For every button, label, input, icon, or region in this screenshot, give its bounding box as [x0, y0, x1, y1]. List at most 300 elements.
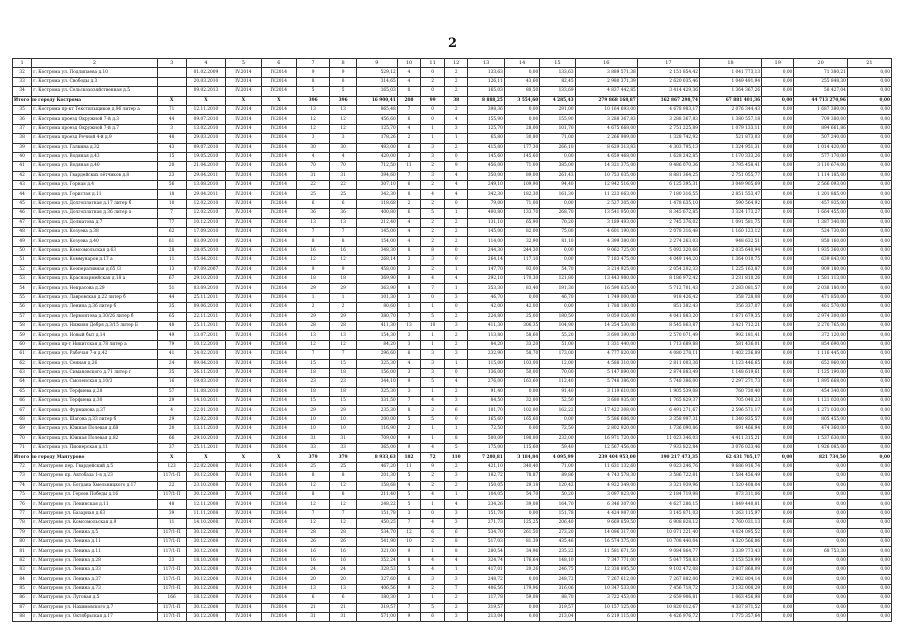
table-cell: IV.2014: [261, 171, 296, 180]
table-cell: 64: [13, 378, 32, 387]
table-cell: 2 760 031,13: [699, 519, 761, 528]
table-cell: 3: [330, 134, 357, 143]
table-row: [13, 500, 892, 509]
table-cell: 12.02.2010: [186, 199, 226, 208]
total-row: [13, 96, 892, 105]
table-cell: г. Мантурово ул. Ленина д.11: [32, 547, 157, 556]
table-cell: г. Мантурово пер. Гвардейский д.5: [32, 462, 157, 471]
table-cell: 201,30: [357, 472, 398, 481]
table-cell: 77: [157, 218, 186, 227]
table-cell: 67: [13, 406, 32, 415]
table-cell: 0,00: [540, 246, 575, 255]
table-cell: 29: [330, 406, 357, 415]
table-cell: 10 164 693,00: [575, 105, 637, 114]
table-cell: 7 280,81: [468, 453, 504, 462]
table-cell: 1 170 333,26: [699, 152, 761, 161]
table-cell: 67: [157, 274, 186, 283]
table-cell: 4: [421, 444, 445, 453]
table-cell: 03.09.2010: [186, 237, 226, 246]
table-row: [13, 312, 892, 321]
table-cell: 8 629 313,83: [575, 143, 637, 152]
table-cell: IV.2014: [261, 462, 296, 471]
table-cell: 13: [330, 218, 357, 227]
table-cell: 2: [421, 265, 445, 274]
table-cell: 0,00: [762, 105, 794, 114]
table-cell: 8: [297, 237, 330, 246]
table-cell: IV.2014: [261, 124, 296, 133]
table-cell: 11: [157, 256, 186, 265]
table-cell: 0,00: [847, 199, 891, 208]
table-cell: 0,00: [762, 472, 794, 481]
table-cell: 43: [157, 143, 186, 152]
table-cell: 2 902 804,14: [699, 575, 761, 584]
table-cell: IV.2014: [261, 528, 296, 537]
table-cell: IV.2014: [226, 256, 261, 265]
table-cell: 16: [157, 378, 186, 387]
table-cell: 3 189 493,00: [575, 218, 637, 227]
table-row: [13, 387, 892, 396]
table-cell: 894 661,86: [794, 124, 848, 133]
table-cell: IV.2014: [226, 500, 261, 509]
table-cell: 1 121 020,00: [794, 397, 848, 406]
table-cell: 0,00: [540, 152, 575, 161]
table-cell: 325,30: [357, 359, 398, 368]
table-cell: 3: [397, 368, 421, 377]
table-cell: 39: [157, 509, 186, 518]
table-cell: IV.2014: [226, 434, 261, 443]
table-cell: 72: [13, 462, 32, 471]
table-cell: 7: [297, 350, 330, 359]
table-cell: 517,03: [468, 537, 504, 546]
table-cell: 30.12.2008: [186, 537, 226, 546]
table-cell: 4: [397, 77, 421, 86]
table-cell: 10: [157, 199, 186, 208]
table-cell: 117,78: [468, 594, 504, 603]
table-cell: 29.04.2011: [186, 190, 226, 199]
table-cell: IV.2014: [261, 556, 296, 565]
table-cell: 15: [297, 359, 330, 368]
table-cell: 55,20: [540, 331, 575, 340]
table-cell: IV.2014: [226, 378, 261, 387]
table-cell: 12: [297, 519, 330, 528]
table-cell: 3: [421, 359, 445, 368]
table-cell: 0: [444, 246, 468, 255]
table-cell: 4: [397, 237, 421, 246]
table-cell: 7: [397, 519, 421, 528]
table-cell: 4: [444, 115, 468, 124]
table-cell: 4: [421, 274, 445, 283]
table-cell: 1 079 133,11: [699, 124, 761, 133]
table-cell: 48: [157, 134, 186, 143]
table-cell: 1 387 340,00: [794, 218, 848, 227]
table-cell: 3 421 712,21: [699, 321, 761, 330]
table-cell: 09.02.2013: [186, 87, 226, 96]
table-cell: 3: [444, 293, 468, 302]
table-cell: 0,00: [504, 509, 539, 518]
table-cell: 161,30: [540, 190, 575, 199]
table-cell: 10 708 440,04: [637, 537, 699, 546]
table-cell: г. Кострома ул. Новый быт д.14: [32, 331, 157, 340]
table-cell: 117/1-П: [157, 472, 186, 481]
table-cell: 4: [157, 406, 186, 415]
table-cell: 1: [421, 340, 445, 349]
table-row: [13, 594, 892, 603]
table-cell: 4: [297, 152, 330, 161]
table-cell: 2 745 376,02: [637, 218, 699, 227]
table-cell: 8: [444, 547, 468, 556]
table-cell: 165,03: [468, 87, 504, 96]
table-cell: 268,14: [357, 256, 398, 265]
table-cell: 20: [157, 425, 186, 434]
table-cell: 321,00: [357, 547, 398, 556]
table-cell: 117/1-П: [157, 575, 186, 584]
table-cell: 7: [157, 209, 186, 218]
table-cell: г. Мантурово ул. Луговая д.5: [32, 594, 157, 603]
table-cell: IV.2014: [226, 509, 261, 518]
table-cell: IV.2014: [226, 519, 261, 528]
table-cell: 190 217 473,35: [637, 453, 699, 462]
table-cell: 4 837 442,85: [575, 87, 637, 96]
table-cell: 8: [397, 284, 421, 293]
table-cell: IV.2014: [261, 246, 296, 255]
table-cell: 0,00: [762, 321, 794, 330]
table-cell: г. Кострома ул. Сельскохозяйственная д.5: [32, 87, 157, 96]
table-cell: 26: [297, 537, 330, 546]
table-cell: 0,00: [847, 453, 891, 462]
table-cell: 0,00: [504, 613, 539, 622]
table-cell: 155,90: [540, 115, 575, 124]
table-cell: IV.2014: [226, 425, 261, 434]
table-cell: 4 024 095,52: [699, 528, 761, 537]
table-cell: 0,00: [762, 312, 794, 321]
table-cell: 4 285,43: [540, 96, 575, 105]
table-cell: 0,00: [847, 303, 891, 312]
table-cell: 2: [421, 237, 445, 246]
table-cell: 151,78: [357, 509, 398, 518]
table-cell: 117/1-П: [157, 547, 186, 556]
table-cell: IV.2014: [226, 321, 261, 330]
table-cell: 0,00: [762, 87, 794, 96]
table-cell: 19.03.2010: [186, 378, 226, 387]
table-cell: 7: [297, 228, 330, 237]
table-cell: 456,60: [357, 115, 398, 124]
table-cell: г. Кострома ул. Нижняя Дебря д.3/15 литер Б: [32, 321, 157, 330]
table-cell: 4 426 976,72: [637, 613, 699, 622]
table-cell: IV.2014: [261, 472, 296, 481]
table-cell: 541,90: [357, 537, 398, 546]
table-cell: 3: [397, 265, 421, 274]
table-cell: 71: [157, 105, 186, 114]
table-cell: IV.2014: [261, 425, 296, 434]
table-cell: 1 125 190,00: [794, 368, 848, 377]
table-cell: 178,26: [357, 134, 398, 143]
table-cell: 2: [421, 218, 445, 227]
table-cell: 0,00: [794, 575, 848, 584]
table-cell: 2: [444, 77, 468, 86]
table-cell: 0: [421, 87, 445, 96]
table-row: [13, 397, 892, 406]
table-cell: 0,00: [504, 425, 539, 434]
table-cell: 0,00: [847, 368, 891, 377]
table-cell: 40: [13, 152, 32, 161]
table-cell: 0,00: [762, 519, 794, 528]
table-cell: 0: [444, 368, 468, 377]
table-cell: 534,70: [357, 528, 398, 537]
table-cell: 0,00: [847, 152, 891, 161]
table-cell: 162,22: [540, 406, 575, 415]
page-number: 2: [447, 36, 458, 51]
table-cell: 0,00: [847, 594, 891, 603]
table-cell: 26.11.2010: [186, 368, 226, 377]
table-cell: г. Кострома ул. Смоленская д.10/3: [32, 378, 157, 387]
table-cell: 6: [444, 528, 468, 537]
table-cell: г. Кострома ул. Долгоплатная д.36 литер а: [32, 209, 157, 218]
table-cell: 0,00: [847, 68, 891, 77]
table-cell: 4 675 668,00: [575, 124, 637, 133]
table-cell: 10: [330, 425, 357, 434]
table-cell: IV.2014: [261, 359, 296, 368]
table-row: [13, 509, 892, 518]
table-cell: 41: [13, 162, 32, 171]
table-cell: IV.2014: [261, 500, 296, 509]
table-cell: 4 777 820,00: [575, 350, 637, 359]
table-cell: 8: [421, 246, 445, 255]
table-cell: 0,00: [762, 528, 794, 537]
table-cell: 30,80: [504, 134, 539, 143]
table-cell: 109,90: [504, 181, 539, 190]
table-cell: 6: [444, 406, 468, 415]
table-row: [13, 199, 892, 208]
table-cell: 42,00: [468, 303, 504, 312]
table-cell: 909 180,00: [794, 265, 848, 274]
table-cell: 2: [444, 143, 468, 152]
table-cell: IV.2014: [226, 406, 261, 415]
table-cell: 13: [157, 265, 186, 274]
table-cell: 9 023 246,76: [637, 462, 699, 471]
table-cell: 0,00: [762, 359, 794, 368]
table-cell: 4 627 286,15: [637, 500, 699, 509]
table-cell: 79: [157, 340, 186, 349]
table-cell: 5: [421, 415, 445, 424]
table-cell: 4 399 380,00: [575, 237, 637, 246]
table-cell: 82,00: [504, 228, 539, 237]
table-cell: 2: [421, 406, 445, 415]
table-cell: 2: [397, 425, 421, 434]
table-cell: 126,11: [468, 77, 504, 86]
table-cell: 296,60: [357, 350, 398, 359]
table-cell: 58,70: [504, 350, 539, 359]
table-cell: 500,09: [468, 434, 504, 443]
table-cell: IV.2014: [261, 331, 296, 340]
table-cell: 28,00: [504, 124, 539, 133]
table-cell: 4: [444, 274, 468, 283]
table-cell: 394,60: [357, 171, 398, 180]
table-cell: IV.2014: [261, 434, 296, 443]
table-cell: IV.2014: [261, 105, 296, 114]
table-cell: 9 669 859,50: [575, 519, 637, 528]
table-cell: 4 337 871,52: [699, 603, 761, 612]
table-cell: 5: [397, 500, 421, 509]
table-cell: 652 960,00: [794, 359, 848, 368]
table-cell: 1 402 236,89: [699, 350, 761, 359]
table-cell: 164,70: [540, 500, 575, 509]
table-cell: 4 049 144,20: [637, 256, 699, 265]
table-cell: 70,20: [540, 218, 575, 227]
table-cell: 0,00: [794, 594, 848, 603]
table-cell: 20: [157, 162, 186, 171]
table-cell: 0: [444, 199, 468, 208]
table-row: [13, 340, 892, 349]
table-cell: 2 620 035,46: [637, 77, 699, 86]
table-cell: 0,00: [762, 228, 794, 237]
table-cell: 63: [13, 368, 32, 377]
table-cell: IV.2014: [226, 115, 261, 124]
table-cell: 29: [157, 397, 186, 406]
table-cell: 3: [421, 350, 445, 359]
table-cell: 271,73: [468, 519, 504, 528]
table-cell: IV.2014: [261, 274, 296, 283]
table-cell: 5 147 890,00: [575, 368, 637, 377]
table-cell: 12: [297, 500, 330, 509]
table-cell: 145,60: [504, 152, 539, 161]
table-cell: 81,10: [540, 237, 575, 246]
table-cell: 25.11.2011: [186, 293, 226, 302]
table-cell: 344,10: [357, 378, 398, 387]
table-cell: 0,00: [762, 190, 794, 199]
table-cell: X: [186, 96, 226, 105]
table-cell: 0,00: [762, 556, 794, 565]
table-cell: 9: [444, 162, 468, 171]
table-cell: IV.2014: [261, 265, 296, 274]
table-cell: IV.2014: [226, 228, 261, 237]
table-cell: 2: [444, 387, 468, 396]
table-cell: 379: [297, 453, 330, 462]
table-cell: 81,39: [504, 537, 539, 546]
table-cell: 420,00: [357, 152, 398, 161]
table-cell: 3: [444, 321, 468, 330]
table-cell: 3 586 722,81: [637, 472, 699, 481]
table-cell: 342,30: [357, 190, 398, 199]
table-cell: 89,86: [540, 472, 575, 481]
table-cell: 117/1-П: [157, 613, 186, 622]
table-cell: 9: [421, 462, 445, 471]
table-cell: 10.12.2010: [186, 340, 226, 349]
table-cell: 8: [444, 537, 468, 546]
table-cell: 3 231 810,26: [699, 274, 761, 283]
table-cell: IV.2014: [261, 444, 296, 453]
table-cell: 9: [397, 584, 421, 593]
table-cell: 6: [421, 613, 445, 622]
table-cell: 46,70: [468, 293, 504, 302]
table-cell: 29,18: [504, 481, 539, 490]
table-cell: 0,00: [762, 331, 794, 340]
table-cell: 13: [330, 331, 357, 340]
table-cell: 2: [444, 312, 468, 321]
table-cell: 55: [13, 293, 32, 302]
table-cell: IV.2014: [226, 218, 261, 227]
table-cell: IV.2014: [226, 171, 261, 180]
table-cell: г. Кострома ул. Кооперативная д.65 /3: [32, 265, 157, 274]
table-row: [13, 228, 892, 237]
table-cell: 0,00: [794, 519, 848, 528]
table-cell: 48: [157, 321, 186, 330]
table-cell: 0,00: [762, 453, 794, 462]
table-cell: 71,00: [540, 134, 575, 143]
table-cell: IV.2014: [226, 209, 261, 218]
table-cell: 84: [13, 575, 32, 584]
table-cell: 1 114 185,00: [794, 171, 848, 180]
table-cell: 0,00: [794, 584, 848, 593]
table-cell: 865,48: [357, 105, 398, 114]
table-cell: 3 321 939,96: [637, 481, 699, 490]
table-cell: 0,00: [847, 575, 891, 584]
table-cell: 56: [157, 181, 186, 190]
table-cell: 2: [421, 584, 445, 593]
table-cell: 0,00: [762, 575, 794, 584]
table-cell: 280,54: [468, 547, 504, 556]
table-cell: 12.11.2010: [186, 105, 226, 114]
table-cell: 0,00: [504, 387, 539, 396]
table-cell: 2: [444, 228, 468, 237]
table-cell: 0,00: [762, 256, 794, 265]
table-cell: 0: [444, 152, 468, 161]
table-cell: г. Мантурово ул. Героев Победы д.16: [32, 490, 157, 499]
table-cell: 0,00: [847, 340, 891, 349]
table-cell: 0,00: [762, 490, 794, 499]
table-cell: 529,12: [357, 68, 398, 77]
table-cell: 2 038 180,00: [794, 284, 848, 293]
table-cell: 0,00: [762, 265, 794, 274]
table-cell: 162 867 298,74: [637, 96, 699, 105]
table-cell: 03.09.2010: [186, 284, 226, 293]
table-cell: 66: [13, 397, 32, 406]
table-cell: 261,43: [540, 171, 575, 180]
table-cell: 145,60: [468, 152, 504, 161]
table-cell: IV.2014: [261, 350, 296, 359]
table-cell: г. Кострома проезд Речной 4-й д.9: [32, 134, 157, 143]
table-cell: 12: [297, 340, 330, 349]
table-cell: 0,00: [762, 115, 794, 124]
table-cell: 68: [13, 415, 32, 424]
table-cell: 248,22: [357, 500, 398, 509]
table-cell: 307,10: [357, 181, 398, 190]
table-row: [13, 77, 892, 86]
table-cell: 4 922 349,00: [575, 481, 637, 490]
table-cell: 1: [330, 293, 357, 302]
table-cell: 261,50: [504, 528, 539, 537]
table-cell: 13: [297, 218, 330, 227]
table-cell: 32,90: [504, 237, 539, 246]
table-cell: 0,00: [762, 96, 794, 105]
table-cell: 3 132 000,29: [699, 584, 761, 593]
table-cell: 5 748 386,00: [575, 378, 637, 387]
table-cell: 0,00: [762, 68, 794, 77]
table-cell: 534,70: [468, 528, 504, 537]
table-cell: 239 404 953,00: [575, 453, 637, 462]
table-cell: 0,00: [762, 284, 794, 293]
table-cell: 327,60: [357, 575, 398, 584]
table-cell: 15.04.2011: [186, 256, 226, 265]
table-cell: 325,30: [357, 387, 398, 396]
table-cell: 154,30: [357, 331, 398, 340]
table-row: [13, 406, 892, 415]
table-cell: 1 537 630,00: [794, 434, 848, 443]
table-cell: 21: [297, 603, 330, 612]
table-cell: 821 734,50: [794, 453, 848, 462]
table-cell: 3: [421, 143, 445, 152]
table-row: [13, 528, 892, 537]
table-cell: 417,01: [468, 566, 504, 575]
